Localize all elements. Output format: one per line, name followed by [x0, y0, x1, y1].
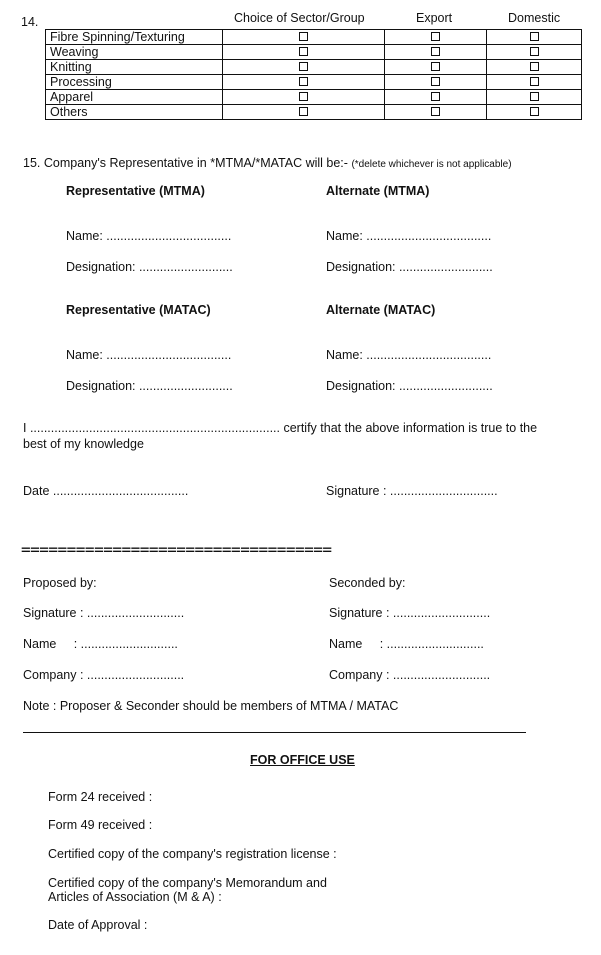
sector-label: Knitting	[46, 60, 223, 75]
table-row	[46, 90, 582, 105]
proposer-signature-field[interactable]: Signature : ............................	[23, 606, 185, 620]
domestic-checkbox[interactable]	[530, 62, 539, 71]
seconder-signature-field[interactable]: Signature : ............................	[329, 606, 491, 620]
rep-matac-designation-field[interactable]: Designation: ...........................	[66, 379, 233, 393]
proposer-company-field[interactable]: Company : ............................	[23, 668, 185, 682]
sector-label: Others	[46, 105, 223, 120]
domestic-checkbox[interactable]	[530, 107, 539, 116]
proposer-name-field[interactable]: Name : ............................	[23, 637, 178, 651]
export-checkbox[interactable]	[431, 107, 440, 116]
sector-choice-table	[45, 29, 582, 120]
table-row	[46, 105, 582, 120]
export-checkbox[interactable]	[431, 62, 440, 71]
sector-checkbox[interactable]	[299, 92, 308, 101]
header-export: Export	[416, 11, 453, 25]
sector-label: Fibre Spinning/Texturing	[46, 30, 223, 45]
header-sector-group: Choice of Sector/Group	[234, 11, 365, 25]
header-domestic: Domestic	[508, 11, 561, 25]
sector-label: Apparel	[46, 90, 223, 105]
certify-line-2: best of my knowledge	[23, 437, 144, 451]
date-of-approval-label: Date of Approval :	[48, 918, 148, 932]
rep-mtma-designation-field[interactable]: Designation: ...........................	[66, 260, 233, 274]
alt-matac-designation-field[interactable]: Designation: ...........................	[326, 379, 493, 393]
office-use-title: FOR OFFICE USE	[250, 753, 355, 767]
table-row	[46, 60, 582, 75]
domestic-checkbox[interactable]	[530, 47, 539, 56]
sector-checkbox[interactable]	[299, 62, 308, 71]
seconder-company-field[interactable]: Company : ............................	[329, 668, 491, 682]
certify-line[interactable]: I ........................................................................ certify that the above information is true to the	[23, 421, 538, 435]
section-14-number: 14.	[21, 15, 39, 29]
table-row	[46, 30, 582, 45]
export-checkbox[interactable]	[431, 32, 440, 41]
sector-checkbox[interactable]	[299, 77, 308, 86]
membership-note: Note : Proposer & Seconder should be members of MTMA / MATAC	[23, 699, 399, 713]
alt-matac-name-field[interactable]: Name: ....................................	[326, 348, 492, 362]
rep-matac-name-field[interactable]: Name: ....................................	[66, 348, 232, 362]
sector-label: Weaving	[46, 45, 223, 60]
sector-label: Processing	[46, 75, 223, 90]
double-dash-divider: ==================================	[21, 540, 332, 559]
section-15-text: 15. Company's Representative in *MTMA/*MATAC will be:-	[23, 156, 348, 170]
table-row	[46, 75, 582, 90]
alt-mtma-name-field[interactable]: Name: ....................................	[326, 229, 492, 243]
sector-checkbox[interactable]	[299, 107, 308, 116]
export-checkbox[interactable]	[431, 92, 440, 101]
date-field[interactable]: Date .......................................	[23, 484, 189, 498]
section-15-question	[23, 156, 512, 170]
form49-label: Form 49 received :	[48, 818, 153, 832]
sector-checkbox[interactable]	[299, 32, 308, 41]
seconded-by-label: Seconded by:	[329, 576, 406, 590]
rep-matac-heading: Representative (MATAC)	[66, 303, 211, 317]
section-15-note: (*delete whichever is not applicable)	[351, 159, 512, 170]
memorandum-label-line2: Articles of Association (M & A) :	[48, 890, 222, 904]
alt-matac-heading: Alternate (MATAC)	[326, 303, 436, 317]
seconder-name-field[interactable]: Name : ............................	[329, 637, 484, 651]
sector-checkbox[interactable]	[299, 47, 308, 56]
domestic-checkbox[interactable]	[530, 32, 539, 41]
memorandum-label-line1: Certified copy of the company's Memorandum and	[48, 876, 327, 890]
rep-mtma-name-field[interactable]: Name: ....................................	[66, 229, 232, 243]
domestic-checkbox[interactable]	[530, 92, 539, 101]
domestic-checkbox[interactable]	[530, 77, 539, 86]
signature-field[interactable]: Signature : ...............................	[326, 484, 498, 498]
export-checkbox[interactable]	[431, 77, 440, 86]
registration-license-label: Certified copy of the company's registration license :	[48, 847, 337, 861]
alt-mtma-heading: Alternate (MTMA)	[326, 184, 430, 198]
rep-mtma-heading: Representative (MTMA)	[66, 184, 205, 198]
alt-mtma-designation-field[interactable]: Designation: ...........................	[326, 260, 493, 274]
proposed-by-label: Proposed by:	[23, 576, 97, 590]
form24-label: Form 24 received :	[48, 790, 153, 804]
table-row	[46, 45, 582, 60]
export-checkbox[interactable]	[431, 47, 440, 56]
section-rule	[23, 732, 526, 733]
